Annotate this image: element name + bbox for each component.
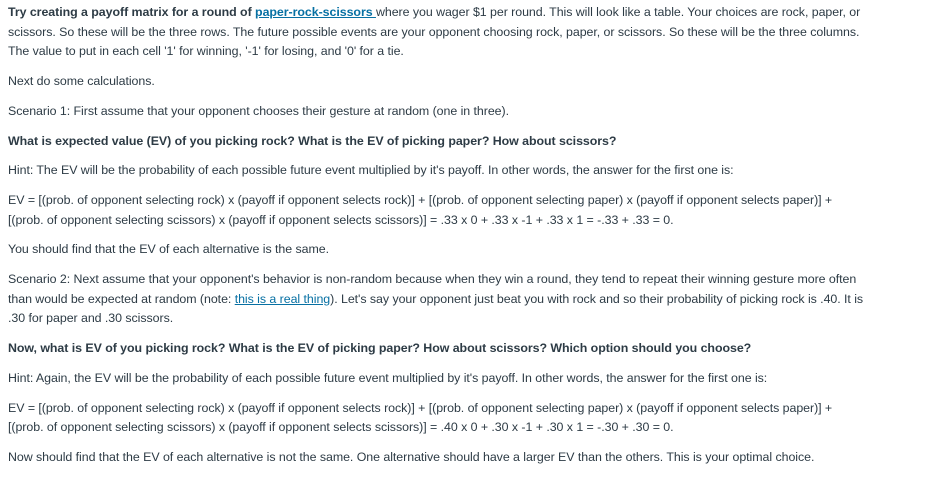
hint-1: Hint: The EV will be the probability of each possible future event multiplied by it's payoff. In other words, the answer for the first one is: (8, 163, 734, 178)
ev-formula-1-line-2: [(prob. of opponent selecting scissors) x (payoff if opponent selects scissors)] = .33 x 0 + .33 x -1 + .33 x 1 = -.33 + .33 = 0. (8, 212, 674, 227)
result-2: Now should find that the EV of each alternative is not the same. One alternative should have a larger EV than the others. This is your optimal choice. (8, 449, 815, 464)
question-2: Now, what is EV of you picking rock? What is the EV of picking paper? How about scissors? Which option should you choose? (8, 341, 752, 356)
question-1: What is expected value (EV) of you picking rock? What is the EV of picking paper? How about scissors? (8, 133, 617, 148)
scenario-2-line-3: .30 for paper and .30 scissors. (8, 311, 174, 326)
intro-line-1-rest: where you wager $1 per round. This will look like a table. Your choices are rock, paper, or (375, 5, 861, 19)
ev-formula-2-line-1: EV = [(prob. of opponent selecting rock) x (payoff if opponent selects rock)] + [(prob. of opponent selecting paper) x (payoff if opponent selects paper)] + (8, 400, 833, 415)
intro-line-3: The value to put in each cell '1' for winning, '-1' for losing, and '0' for a tie. (8, 44, 404, 59)
real-thing-link[interactable]: this is a real thing (234, 291, 331, 306)
scenario-2-line-2-post: ). Let's say your opponent just beat you with rock and so their probability of picking rock is .40. It is (330, 291, 864, 306)
scenario-2-line-2-pre: than would be expected at random (note: (8, 291, 235, 306)
intro-line-1 (8, 3, 944, 23)
next-paragraph: Next do some calculations. (8, 74, 155, 89)
ev-formula-1-line-1: EV = [(prob. of opponent selecting rock) x (payoff if opponent selects rock)] + [(prob. of opponent selecting paper) x (payoff if opponent selects paper)] + (8, 192, 833, 207)
intro-paragraph (8, 3, 944, 62)
result-1: You should find that the EV of each alternative is the same. (8, 242, 329, 257)
scenario-2-line-2 (8, 290, 944, 310)
ev-formula-2-line-2: [(prob. of opponent selecting scissors) x (payoff if opponent selects scissors)] = .40 x 0 + .30 x -1 + .30 x 1 = -.30 + .30 = 0. (8, 420, 674, 435)
hint-2: Hint: Again, the EV will be the probability of each possible future event multiplied by it's payoff. In other words, the answer for the first one is: (8, 370, 768, 385)
scenario-2-paragraph (8, 270, 944, 329)
paper-rock-scissors-link[interactable]: paper-rock-scissors (255, 5, 376, 19)
ev-formula-1 (8, 191, 944, 230)
intro-line-2: scissors. So these will be the three rows. The future possible events are your opponent choosing rock, paper, or scissors. So these will be the three columns. (8, 24, 860, 39)
scenario-1-paragraph: Scenario 1: First assume that your opponent chooses their gesture at random (one in three). (8, 103, 509, 118)
scenario-2-line-1: Scenario 2: Next assume that your opponent's behavior is non-random because when they win a round, they tend to repeat their winning gesture more often (8, 272, 857, 287)
ev-formula-2 (8, 399, 944, 438)
intro-bold-text: Try creating a payoff matrix for a round of (8, 5, 256, 19)
